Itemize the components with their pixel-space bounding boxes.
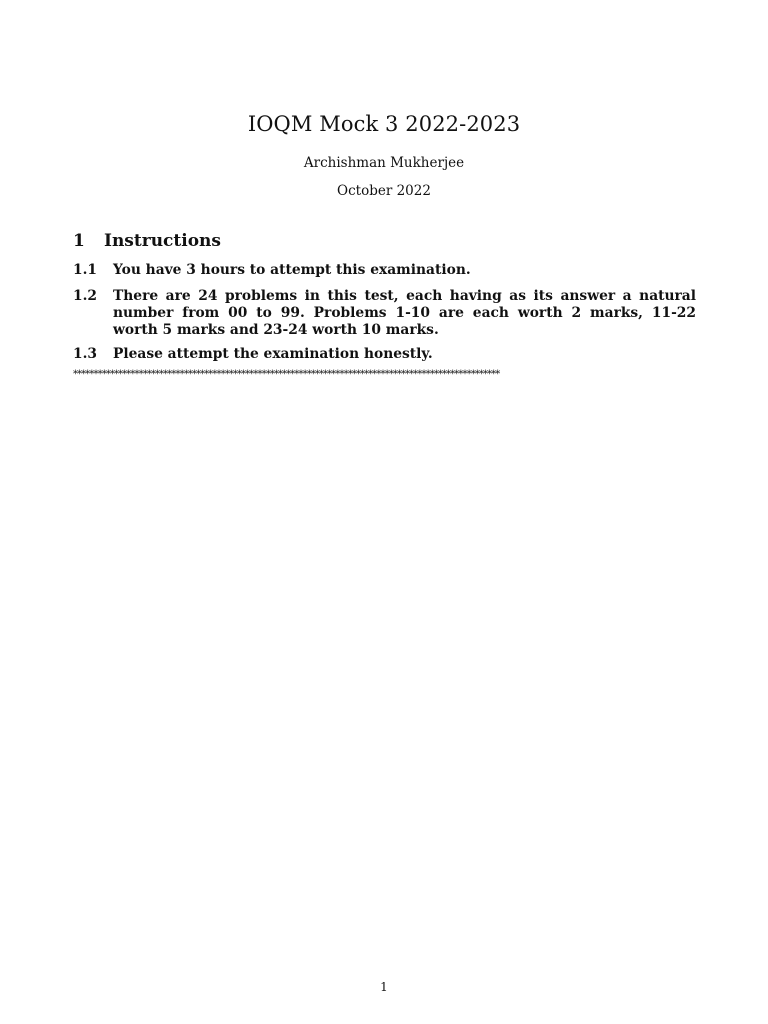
section-title: Instructions <box>104 231 221 251</box>
instruction-text: Please attempt the examination honestly. <box>113 346 433 362</box>
instruction-item <box>73 262 696 279</box>
document-date: October 2022 <box>337 183 431 199</box>
instruction-number: 1.2 <box>73 288 98 304</box>
section-number: 1 <box>73 231 85 251</box>
document-author: Archishman Mukherjee <box>303 155 465 171</box>
instruction-item <box>73 288 696 339</box>
instruction-number: 1.1 <box>73 262 98 278</box>
page-number: 1 <box>380 980 388 994</box>
instruction-text: There are 24 problems in this test, each having as its answer a natural number from 00 to 99. Problems 1-10 are each worth 2 marks, 11-22 worth 5 marks and 23-24 worth 10 marks. <box>113 288 696 338</box>
instruction-number: 1.3 <box>73 346 98 362</box>
document-title: IOQM Mock 3 2022-2023 <box>247 112 521 136</box>
asterisk-separator: ******************************************************************************************************** <box>73 369 500 380</box>
instruction-item <box>73 346 696 363</box>
instruction-text: You have 3 hours to attempt this examination. <box>113 262 471 278</box>
section-heading <box>73 231 221 251</box>
